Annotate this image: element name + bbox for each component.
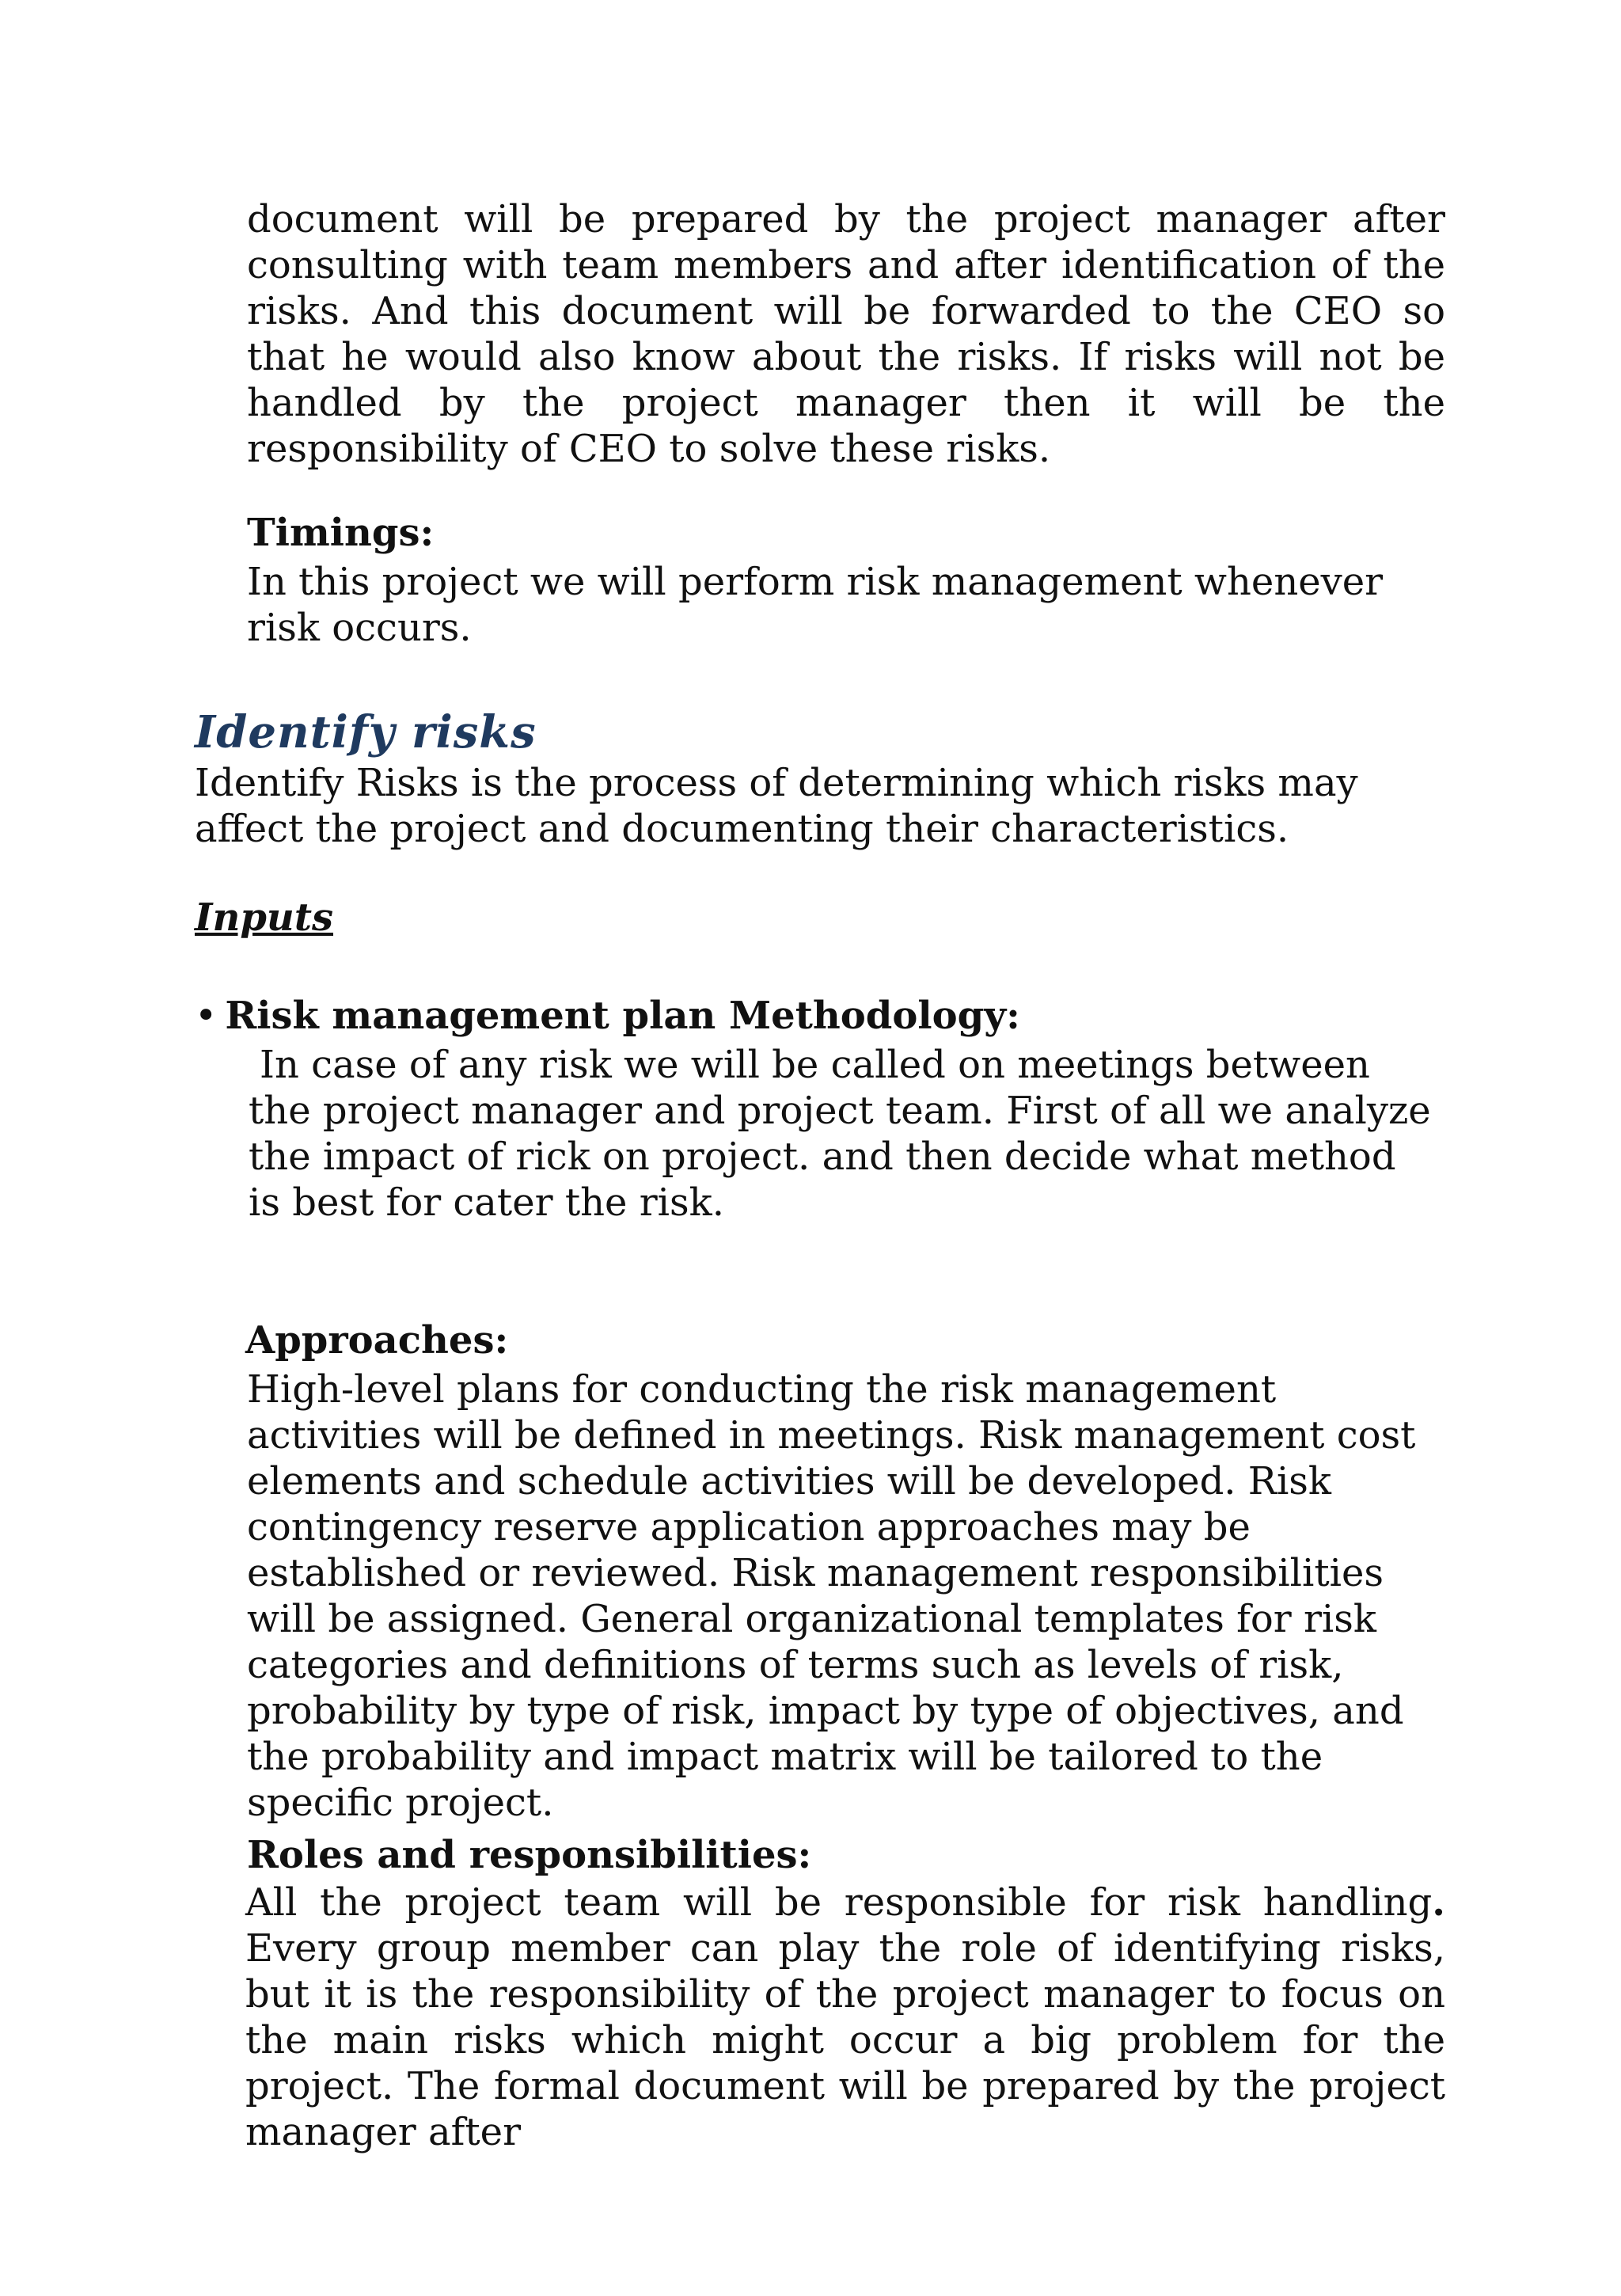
bullet-icon: •	[195, 994, 218, 1038]
roles-body-period: .	[1432, 1880, 1445, 1925]
identify-risks-description: Identify Risks is the process of determining which risks may affect the project and documenting their characteristics.	[195, 761, 1358, 851]
methodology-body: In case of any risk we will be called on meetings between the project manager and project team. First of all we analyze the impact of rick on project. and then decide what method is best for cater the risk.	[249, 1043, 1431, 1225]
approaches-heading: Approaches:	[245, 1318, 509, 1363]
roles-body	[245, 1880, 1445, 2155]
roles-body-text-start: All the project team will be responsible for risk handling	[245, 1880, 1433, 1925]
approaches-body: High-level plans for conducting the risk management activities will be defined in meetings. Risk management cost elements and schedule activities will be developed. Risk contingency reserve application approaches may be established or reviewed. Risk management responsibilities will be assigned. General organizational templates for risk categories and definitions of terms such as levels of risk, probability by type of risk, impact by type of objectives, and the probability and impact matrix will be tailored to the specific project.	[247, 1367, 1416, 1825]
timings-body: In this project we will perform risk management whenever risk occurs.	[247, 560, 1384, 650]
methodology-bullet-item	[195, 993, 1020, 1039]
intro-paragraph: document will be prepared by the project manager after consulting with team members and after identification of the risks. And this document will be forwarded to the CEO so that he would also know about the risks. If risks will not be handled by the project manager then it will be the responsibility of CEO to solve these risks.	[247, 197, 1445, 471]
methodology-bullet-label: Risk management plan Methodology:	[225, 994, 1020, 1038]
inputs-heading: Inputs	[195, 895, 334, 940]
roles-heading: Roles and responsibilities:	[247, 1833, 812, 1877]
identify-risks-title: Identify risks	[195, 706, 537, 758]
roles-body-text-end: Every group member can play the role of identifying risks, but it is the responsibility of the project manager to focus on the main risks which might occur a big problem for the project. The formal document will be prepared by the project manager after	[245, 1926, 1445, 2154]
timings-heading: Timings:	[247, 511, 435, 555]
